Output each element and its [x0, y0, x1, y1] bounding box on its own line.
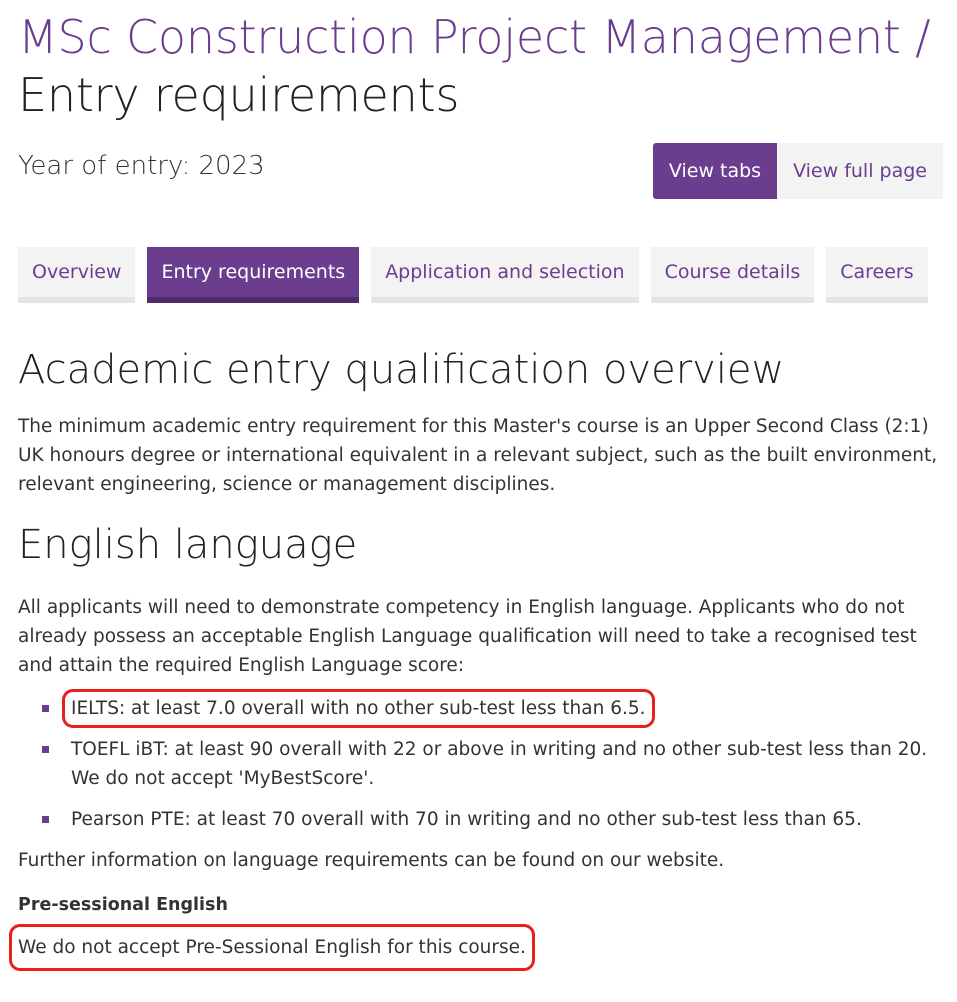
- further-info: Further information on language requirements can be found on our website.: [18, 850, 725, 871]
- tab-overview[interactable]: Overview: [18, 247, 135, 303]
- english-test-list: [18, 694, 943, 834]
- bullet-icon: [42, 746, 49, 753]
- tab-careers[interactable]: Careers: [826, 247, 927, 303]
- section-title: Entry requirements: [18, 68, 460, 122]
- presessional-heading: Pre-sessional English: [18, 895, 228, 915]
- list-item: [18, 735, 943, 793]
- bullet-icon: [42, 816, 49, 823]
- tab-content: [18, 342, 943, 962]
- tab-entry-requirements[interactable]: Entry requirements: [147, 247, 359, 303]
- bullet-icon: [42, 705, 49, 712]
- list-item: [18, 694, 943, 723]
- tab-course-details[interactable]: Course details: [651, 247, 815, 303]
- toefl-requirement: TOEFL iBT: at least 90 overall with 22 or above in writing and no other sub-test less than 20. We do not accept 'MyBestScore'.: [71, 739, 928, 789]
- academic-body: The minimum academic entry requirement for this Master's course is an Upper Second Class (2:1) UK honours degree or international equivalent in a relevant subject, such as the built environment, relevant engineering, science or management disciplines.: [18, 416, 938, 495]
- year-of-entry: Year of entry: 2023: [18, 151, 265, 181]
- page-title: [18, 8, 943, 124]
- presessional-body: We do not accept Pre-Sessional English for this course.: [18, 933, 526, 962]
- academic-heading: Academic entry qualification overview: [18, 347, 785, 393]
- pte-requirement: Pearson PTE: at least 70 overall with 70 in writing and no other sub-test less than 65.: [71, 809, 862, 830]
- page-container: [18, 0, 943, 958]
- list-item: [18, 805, 943, 834]
- english-intro: All applicants will need to demonstrate competency in English language. Applicants who do not already possess an acceptable English Language qualification will need to take a recognised test and attain the required English Language score:: [18, 597, 917, 676]
- course-title: MSc Construction Project Management /: [18, 10, 931, 64]
- view-tabs-button[interactable]: View tabs: [653, 143, 777, 199]
- view-full-page-button[interactable]: View full page: [777, 143, 943, 199]
- year-bar: [18, 143, 943, 199]
- tab-application-and-selection[interactable]: Application and selection: [371, 247, 638, 303]
- view-mode-toggle: [653, 143, 943, 199]
- english-heading: English language: [18, 522, 358, 568]
- ielts-requirement: IELTS: at least 7.0 overall with no other sub-test less than 6.5.: [71, 698, 646, 719]
- course-tabs: [18, 247, 928, 303]
